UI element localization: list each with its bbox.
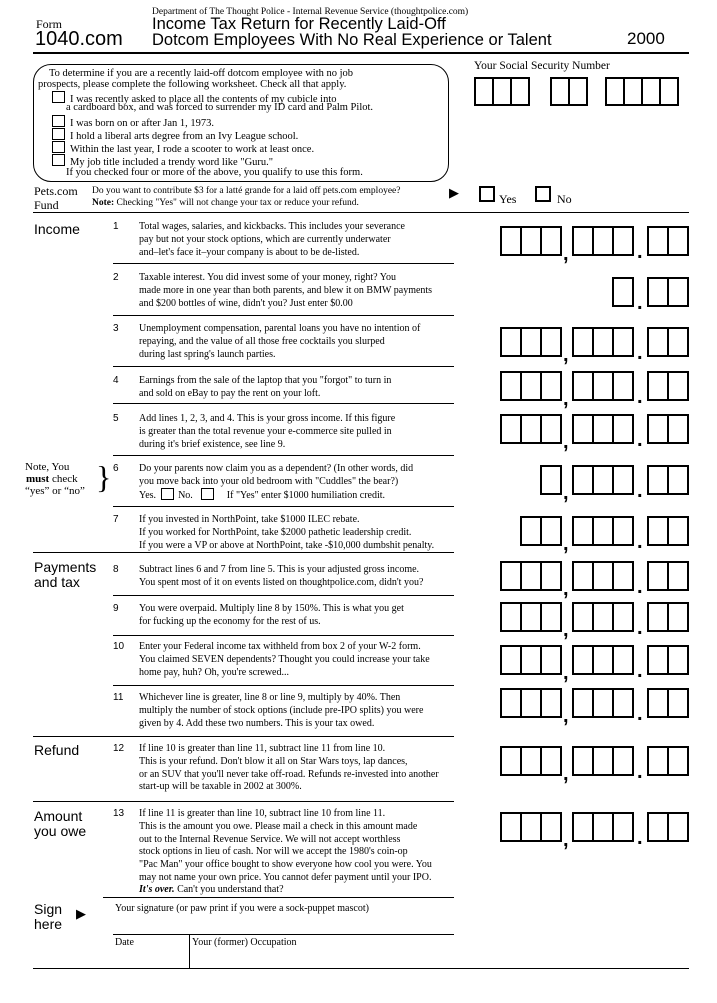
worksheet-intro-2: prospects, please complete the following worksheet. Check all that apply. xyxy=(38,79,347,90)
line-number: 7 xyxy=(113,514,119,525)
worksheet-item: My job title included a trendy word like "Guru." xyxy=(52,154,273,169)
ssn-digit-box[interactable] xyxy=(474,77,494,106)
line-divider xyxy=(113,455,454,456)
line-number: 5 xyxy=(113,413,119,424)
line-9-amount[interactable] xyxy=(500,602,690,641)
digit-box[interactable] xyxy=(540,465,562,495)
line-number: 1 xyxy=(113,221,119,232)
comma: , xyxy=(563,344,569,366)
signature-line[interactable] xyxy=(113,934,454,935)
digit-box[interactable] xyxy=(647,371,669,401)
digit-box[interactable] xyxy=(572,602,594,632)
digit-box[interactable] xyxy=(540,327,562,357)
worksheet-item: Within the last year, I rode a scooter to work at least once. xyxy=(52,141,314,156)
line-text: Taxable interest. You did invest some of your money, right? You made more in one year than both parents, and blew it on BMW payments and $200 bottles of wine, didn't you? Just enter $0.00 xyxy=(139,272,433,309)
digit-box[interactable] xyxy=(647,277,669,307)
decimal-point: . xyxy=(637,703,643,725)
digit-box[interactable] xyxy=(500,602,522,632)
decimal-point: . xyxy=(637,386,643,408)
comma: , xyxy=(563,533,569,555)
line-text: Do your parents now claim you as a dependent? (In other words, did you move back into your old bedroom with "Cuddles" the bear?) xyxy=(139,463,414,487)
digit-box[interactable] xyxy=(592,414,614,444)
petscom-question: Do you want to contribute $3 for a latté grande for a laid off pets.com employee? xyxy=(92,186,401,196)
eligibility-worksheet xyxy=(33,64,449,182)
digit-box[interactable] xyxy=(667,277,689,307)
petscom-note: Note: Checking "Yes" will not change your tax or reduce your refund. xyxy=(92,198,359,208)
digit-box[interactable] xyxy=(520,226,542,256)
digit-box[interactable] xyxy=(667,516,689,546)
digit-box[interactable] xyxy=(647,645,669,675)
digit-box[interactable] xyxy=(572,371,594,401)
digit-box[interactable] xyxy=(520,645,542,675)
line-4-amount[interactable] xyxy=(500,371,690,410)
decimal-point: . xyxy=(637,429,643,451)
decimal-point: . xyxy=(637,761,643,783)
digit-box[interactable] xyxy=(612,371,634,401)
line-divider xyxy=(113,506,454,507)
digit-box[interactable] xyxy=(572,226,594,256)
digit-box[interactable] xyxy=(667,371,689,401)
ssn-digit-box[interactable] xyxy=(492,77,512,106)
section-income: Income xyxy=(34,221,80,237)
digit-box[interactable] xyxy=(667,688,689,718)
digit-box[interactable] xyxy=(520,688,542,718)
line-number: 3 xyxy=(113,323,119,334)
ssn-digit-box[interactable] xyxy=(568,77,588,106)
digit-box[interactable] xyxy=(612,645,634,675)
digit-box[interactable] xyxy=(592,746,614,776)
digit-box[interactable] xyxy=(540,688,562,718)
field-separator xyxy=(189,935,190,968)
comma: , xyxy=(563,431,569,453)
digit-box[interactable] xyxy=(612,516,634,546)
digit-box[interactable] xyxy=(647,414,669,444)
comma: , xyxy=(563,829,569,851)
worksheet-item: I was born on or after Jan 1, 1973. xyxy=(52,115,214,130)
digit-box[interactable] xyxy=(667,414,689,444)
digit-box[interactable] xyxy=(612,465,634,495)
digit-box[interactable] xyxy=(540,645,562,675)
digit-box[interactable] xyxy=(520,371,542,401)
digit-box[interactable] xyxy=(612,277,634,307)
line-12-amount[interactable] xyxy=(500,746,690,785)
digit-box[interactable] xyxy=(612,327,634,357)
arrow-right-icon: ▶ xyxy=(76,906,86,921)
signature-label: Your signature (or paw print if you were a sock-puppet mascot) xyxy=(115,903,369,914)
digit-box[interactable] xyxy=(647,516,669,546)
decimal-point: . xyxy=(637,342,643,364)
digit-box[interactable] xyxy=(612,746,634,776)
agency-line: Department of The Thought Police - Internal Revenue Service (thoughtpolice.com) xyxy=(152,7,469,17)
section-amount-you-owe: Amount you owe xyxy=(34,808,87,839)
line-number: 4 xyxy=(113,375,119,386)
decimal-point: . xyxy=(637,660,643,682)
line-2-amount[interactable] xyxy=(500,277,690,314)
worksheet-intro-1: To determine if you are a recently laid-off dotcom employee with no job xyxy=(49,68,354,79)
digit-box[interactable] xyxy=(572,746,594,776)
digit-box[interactable] xyxy=(667,812,689,842)
occupation-label: Your (former) Occupation xyxy=(192,937,297,948)
digit-box[interactable] xyxy=(540,226,562,256)
digit-box[interactable] xyxy=(500,371,522,401)
worksheet-checkbox[interactable] xyxy=(52,154,65,166)
digit-box[interactable] xyxy=(592,371,614,401)
digit-box[interactable] xyxy=(500,414,522,444)
line-1-amount[interactable] xyxy=(500,226,690,265)
line-text: Enter your Federal income tax withheld from box 2 of your W-2 form. You claimed SEVEN dependents? Thought you could increase your take home pay, huh? Oh, you're screwed... xyxy=(139,641,430,678)
digit-box[interactable] xyxy=(612,561,634,591)
line-text: Earnings from the sale of the laptop that you "forgot" to turn in and sold on eBay to pay the rent on your loft. xyxy=(139,375,392,399)
line-divider xyxy=(103,552,454,553)
digit-box[interactable] xyxy=(667,602,689,632)
digit-box[interactable] xyxy=(592,602,614,632)
dependent-no-checkbox[interactable] xyxy=(201,488,214,500)
decimal-point: . xyxy=(637,241,643,263)
line-6-amount[interactable] xyxy=(500,465,690,504)
line-text-last: It's over. Can't you understand that? xyxy=(139,884,284,895)
digit-box[interactable] xyxy=(572,812,594,842)
section-divider xyxy=(33,212,689,213)
digit-box[interactable] xyxy=(572,516,594,546)
ssn-label: Your Social Security Number xyxy=(474,60,610,72)
ssn-digit-box[interactable] xyxy=(510,77,530,106)
worksheet-checkbox[interactable] xyxy=(52,115,65,127)
comma: , xyxy=(563,482,569,504)
line-number: 11 xyxy=(113,692,124,703)
ssn-digit-box[interactable] xyxy=(605,77,625,106)
ssn-digit-box[interactable] xyxy=(659,77,679,106)
line-13-amount[interactable] xyxy=(500,812,690,851)
line-number: 12 xyxy=(113,743,125,754)
ssn-digit-box[interactable] xyxy=(550,77,570,106)
digit-box[interactable] xyxy=(572,645,594,675)
line-8-amount[interactable] xyxy=(500,561,690,600)
petscom-no-checkbox[interactable] xyxy=(535,186,551,202)
section-rule xyxy=(33,736,103,737)
petscom-no-label: No xyxy=(557,192,572,206)
form-word: Form xyxy=(36,17,63,31)
dependent-note: Note, You must check “yes” or “no” xyxy=(25,461,85,497)
digit-box[interactable] xyxy=(540,371,562,401)
digit-box[interactable] xyxy=(540,414,562,444)
digit-box[interactable] xyxy=(667,327,689,357)
line-text: If line 10 is greater than line 11, subtract line 11 from line 10. This is your refund. Don't blow it all on Star Wars toys, lap dances, or an SUV that you'll never take off-road. Refunds re-invested into another start-up will be taxable in 2002 at 300%. xyxy=(139,743,439,793)
digit-box[interactable] xyxy=(612,226,634,256)
digit-box[interactable] xyxy=(647,226,669,256)
digit-box[interactable] xyxy=(592,465,614,495)
comma: , xyxy=(563,763,569,785)
line-text: You were overpaid. Multiply line 8 by 150%. This is what you get for fucking up the economy for the rest of us. xyxy=(139,603,404,627)
digit-box[interactable] xyxy=(540,812,562,842)
line-divider xyxy=(113,635,454,636)
ssn-digit-box[interactable] xyxy=(623,77,643,106)
digit-box[interactable] xyxy=(520,516,542,546)
decimal-point: . xyxy=(637,576,643,598)
section-refund: Refund xyxy=(34,742,80,758)
line-number: 2 xyxy=(113,272,119,283)
line-text: If you invested in NorthPoint, take $1000 ILEC rebate. If you worked for NorthPoint, take $2000 pathetic leadership credit. If you were a VP or above at NorthPoint, take -$10,000 dumbshit penalty. xyxy=(139,514,435,551)
digit-box[interactable] xyxy=(592,516,614,546)
digit-box[interactable] xyxy=(667,561,689,591)
comma: , xyxy=(563,619,569,641)
comma: , xyxy=(563,662,569,684)
digit-box[interactable] xyxy=(667,645,689,675)
line-text: If line 11 is greater than line 10, subtract line 10 from line 11. This is the amount you owe. Please mail a check in this amount made out to the Internal Revenue Service. We will not accept worthless stock options in lieu of cash. Nor will we accept the 1980's coin-op "Pac Man" your office bought to show everyone how cool you were. You may not name your own price. You cannot defer payment until your IPO. xyxy=(139,808,432,883)
digit-box[interactable] xyxy=(612,688,634,718)
brace-icon: } xyxy=(96,459,112,495)
digit-box[interactable] xyxy=(500,226,522,256)
dependent-question-answers: Yes. No. If "Yes" enter $1000 humiliation credit. xyxy=(139,490,386,501)
digit-box[interactable] xyxy=(592,812,614,842)
digit-box[interactable] xyxy=(612,812,634,842)
line-number: 13 xyxy=(113,808,125,819)
digit-box[interactable] xyxy=(500,645,522,675)
decimal-point: . xyxy=(637,292,643,314)
digit-box[interactable] xyxy=(572,561,594,591)
worksheet-outro: If you checked four or more of the above, you qualify to use this form. xyxy=(66,167,363,178)
line-divider xyxy=(103,801,454,802)
digit-box[interactable] xyxy=(520,812,542,842)
digit-box[interactable] xyxy=(647,602,669,632)
line-number: 6 xyxy=(113,463,119,474)
line-divider xyxy=(113,595,454,596)
digit-box[interactable] xyxy=(500,327,522,357)
line-text: Unemployment compensation, parental loans you have no intention of repaying, and the value of all those free cocktails you slurped during last spring's launch parties. xyxy=(139,323,421,360)
digit-box[interactable] xyxy=(520,327,542,357)
worksheet-checkbox[interactable] xyxy=(52,91,65,103)
line-11-amount[interactable] xyxy=(500,688,690,727)
digit-box[interactable] xyxy=(500,812,522,842)
digit-box[interactable] xyxy=(520,561,542,591)
line-number: 8 xyxy=(113,564,119,575)
worksheet-checkbox[interactable] xyxy=(52,128,65,140)
line-text: Add lines 1, 2, 3, and 4. This is your gross income. If this figure is greater than the total revenue your e-commerce site pulled in during it's brief existence, see line 9. xyxy=(139,413,396,450)
digit-box[interactable] xyxy=(647,746,669,776)
worksheet-item: I hold a liberal arts degree from an Ivy League school. xyxy=(52,128,298,143)
form-title-line1: Income Tax Return for Recently Laid-Off xyxy=(152,15,446,33)
line-divider xyxy=(113,315,454,316)
arrow-right-icon: ▶ xyxy=(449,185,459,200)
worksheet-item: I was recently asked to place all the contents of my cubicle into xyxy=(52,91,337,106)
line-divider xyxy=(113,685,454,686)
comma: , xyxy=(563,578,569,600)
digit-box[interactable] xyxy=(572,414,594,444)
digit-box[interactable] xyxy=(540,516,562,546)
digit-box[interactable] xyxy=(592,688,614,718)
line-text: Subtract lines 6 and 7 from line 5. This is your adjusted gross income. You spent most of it on events listed on thoughtpolice.com, didn't you? xyxy=(139,564,424,588)
petscom-label-1: Pets.com xyxy=(34,184,78,198)
line-divider xyxy=(103,897,454,898)
line-divider xyxy=(103,736,454,737)
line-7-amount[interactable] xyxy=(500,516,690,555)
digit-box[interactable] xyxy=(572,465,594,495)
digit-box[interactable] xyxy=(667,226,689,256)
line-text: Total wages, salaries, and kickbacks. This includes your severance pay but not your stock options, which are currently underwater and–let's face it–your company is about to be de-listed. xyxy=(139,221,405,258)
form-id: 1040.com xyxy=(35,28,123,50)
petscom-yes-label: Yes xyxy=(499,192,517,206)
header-rule xyxy=(33,52,689,54)
line-10-amount[interactable] xyxy=(500,645,690,684)
digit-box[interactable] xyxy=(520,746,542,776)
digit-box[interactable] xyxy=(647,465,669,495)
digit-box[interactable] xyxy=(540,746,562,776)
line-divider xyxy=(113,263,454,264)
section-rule xyxy=(33,801,103,802)
line-divider xyxy=(113,366,454,367)
decimal-point: . xyxy=(637,531,643,553)
digit-box[interactable] xyxy=(572,327,594,357)
digit-box[interactable] xyxy=(540,602,562,632)
section-rule xyxy=(33,552,103,553)
digit-box[interactable] xyxy=(647,327,669,357)
digit-box[interactable] xyxy=(500,746,522,776)
digit-box[interactable] xyxy=(667,465,689,495)
ssn-field[interactable] xyxy=(474,77,689,106)
dependent-yes-checkbox[interactable] xyxy=(161,488,174,500)
comma: , xyxy=(563,388,569,410)
petscom-label-2: Fund xyxy=(34,198,59,212)
section-payments-and-tax: Payments and tax xyxy=(34,559,97,590)
digit-box[interactable] xyxy=(572,688,594,718)
digit-box[interactable] xyxy=(592,561,614,591)
digit-box[interactable] xyxy=(592,645,614,675)
digit-box[interactable] xyxy=(592,226,614,256)
form-title-line2: Dotcom Employees With No Real Experience or Talent xyxy=(152,31,552,49)
digit-box[interactable] xyxy=(667,746,689,776)
digit-box[interactable] xyxy=(520,414,542,444)
section-sign-here: Sign here xyxy=(34,901,63,932)
digit-box[interactable] xyxy=(612,414,634,444)
digit-box[interactable] xyxy=(540,561,562,591)
petscom-yes-checkbox[interactable] xyxy=(479,186,495,202)
ssn-digit-box[interactable] xyxy=(641,77,661,106)
digit-box[interactable] xyxy=(500,561,522,591)
digit-box[interactable] xyxy=(647,812,669,842)
decimal-point: . xyxy=(637,480,643,502)
line-number: 10 xyxy=(113,641,125,652)
worksheet-checkbox[interactable] xyxy=(52,141,65,153)
bottom-rule xyxy=(33,968,689,969)
digit-box[interactable] xyxy=(500,688,522,718)
line-divider xyxy=(113,403,454,404)
decimal-point: . xyxy=(637,617,643,639)
comma: , xyxy=(563,243,569,265)
line-5-amount[interactable] xyxy=(500,414,690,453)
digit-box[interactable] xyxy=(520,602,542,632)
digit-box[interactable] xyxy=(612,602,634,632)
date-label: Date xyxy=(115,937,134,948)
tax-year: 2000 xyxy=(627,29,665,48)
digit-box[interactable] xyxy=(592,327,614,357)
line-number: 9 xyxy=(113,603,119,614)
line-text: Whichever line is greater, line 8 or line 9, multiply by 40%. Then multiply the number of stock options (include pre-IPO splits) you were given by 4. Add these two numbers. This is your tax owed. xyxy=(139,692,424,729)
digit-box[interactable] xyxy=(647,561,669,591)
worksheet-item-continued: a cardboard box, and was forced to surrender my ID card and Palm Pilot. xyxy=(66,102,374,113)
comma: , xyxy=(563,705,569,727)
digit-box[interactable] xyxy=(647,688,669,718)
decimal-point: . xyxy=(637,827,643,849)
line-3-amount[interactable] xyxy=(500,327,690,366)
